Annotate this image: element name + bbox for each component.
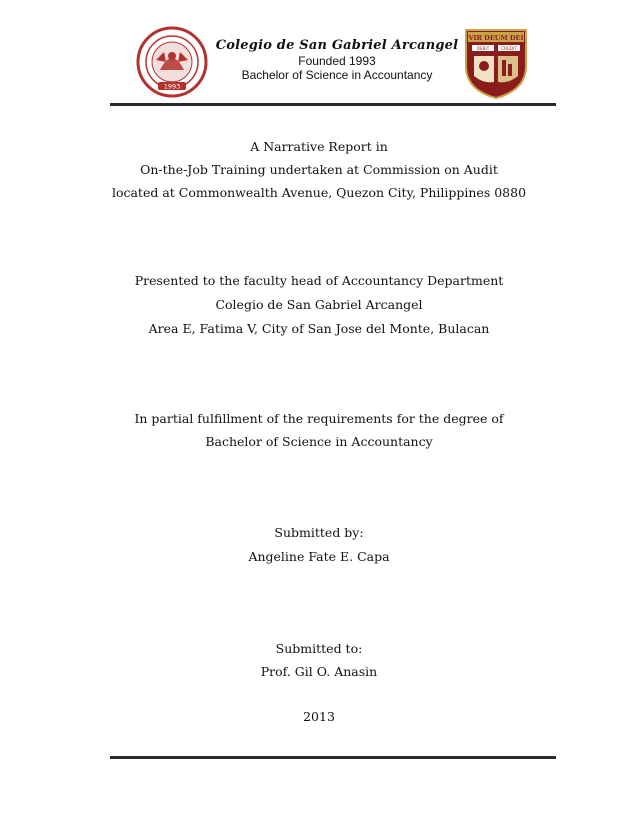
submitted-to-label: Submitted to: — [275, 641, 363, 656]
presented-line-1: Presented to the faculty head of Accountancy Department — [134, 273, 504, 288]
fulfillment-line-1: In partial fulfillment of the requirements for the degree of — [134, 411, 504, 426]
presented-line-2: Colegio de San Gabriel Arcangel — [215, 297, 423, 312]
crest-motto: VIR DEUM DEI — [468, 34, 524, 42]
submitted-by-name: Angeline Fate E. Capa — [248, 549, 390, 564]
header-text-block — [215, 38, 459, 82]
header-divider — [110, 103, 556, 106]
college-name: Colegio de San Gabriel Arcangel — [215, 38, 459, 53]
title-line-1: A Narrative Report in — [250, 139, 388, 154]
college-seal-icon — [136, 26, 208, 98]
title-line-3: located at Commonwealth Avenue, Quezon City, Philippines 0880 — [111, 185, 527, 200]
submitted-by-label: Submitted by: — [274, 525, 364, 540]
document-header — [0, 0, 638, 110]
presented-line-3: Area E, Fatima V, City of San Jose del Monte, Bulacan — [148, 321, 490, 336]
crest-word-credit: CREDIT — [501, 46, 517, 51]
seal-year: 1993 — [163, 82, 181, 91]
accountancy-crest-icon — [460, 26, 532, 100]
title-line-2: On-the-Job Training undertaken at Commission on Audit — [140, 162, 498, 177]
report-year: 2013 — [303, 709, 335, 724]
fulfillment-line-2: Bachelor of Science in Accountancy — [205, 434, 433, 449]
program-name: Bachelor of Science in Accountancy — [241, 68, 433, 82]
founded-year: Founded 1993 — [298, 54, 376, 68]
crest-word-debit: DEBIT — [476, 46, 490, 51]
submitted-to-name: Prof. Gil O. Anasin — [260, 664, 378, 679]
footer-divider — [110, 756, 556, 759]
